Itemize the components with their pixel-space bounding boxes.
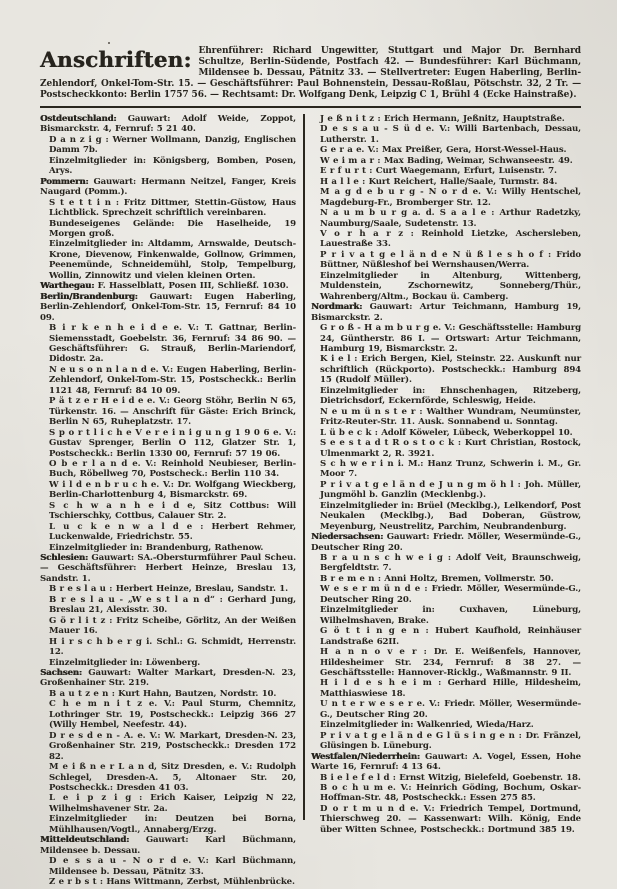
entry-text: Brandenburg, Rathenow. [145,542,264,553]
directory-entry [40,480,296,501]
entry-text: Gauwart: Walter Markart, Dresden-N. 23, Großenhainer Str. 219. [40,668,296,689]
entry-lead: B r e s l a u : [49,584,113,595]
entry-text: Max Bading, Weimar, Schwanseestr. 49. [383,155,573,166]
entry-text: Brüel (Mecklbg.), Lelkendorf, Post Neukalen (Mecklbg.), Bad Doberan, Güstrow, Meyenburg, Neustrelitz, Parchim, Neubrandenburg. [320,500,581,532]
directory-columns [40,114,581,888]
entry-text: Erich Bergen, Kiel, Steinstr. 22. Auskunft nur schriftlich (Rückporto). Postscheckk.: Hamburg 894 15 (Rudolf Müller). [320,354,582,386]
entry-lead: W e i m a r : [320,155,381,166]
entry-text: Willy Hentschel, Magdeburg-Fr., Bromberger Str. 12. [320,187,581,208]
entry-lead: D e s s a u - N o r d e. V.: [49,856,209,867]
entry-text: Ernst Witzig, Bielefeld, Goebenstr. 18. [399,772,581,783]
directory-entry [311,647,581,678]
directory-entry [40,835,296,856]
entry-lead: N a u m b u r g a. d. S a a l e : [320,208,495,219]
entry-text: Königsberg, Bomben, Posen, Arys. [49,155,296,177]
entry-text: Werner Wollmann, Danzig, Englischen Damm 7b. [49,134,296,156]
directory-entry [40,135,296,156]
entry-text: Reinhold Neubieser, Berlin-Buch, Röbellweg 70, Postscheck.: Berlin 110 34. [49,458,297,480]
entry-text: Will Tschierschky, Cottbus, Calauer Str. 2. [49,500,296,522]
entry-lead: B r e m e n : [320,573,381,584]
entry-text: W. Markart, Dresden-N. 23, Großenhainer Str. 219, Postscheckk.: Dresden 172 82. [49,730,296,762]
directory-entry [311,229,581,250]
entry-lead: Mitteldeutschland: [40,835,130,846]
entry-lead: H a l l e : [320,176,366,187]
entry-lead: C h e m n i t z e. V.: [49,699,175,710]
entry-lead: D o r t m u n d e. V.: [320,803,435,814]
entry-lead: Einzelmitglieder in: [320,720,414,731]
directory-entry [311,428,581,438]
entry-lead: G r o ß - H a m b u r g e. V.: [320,323,456,334]
directory-entry [311,208,581,229]
directory-entry [311,584,581,605]
entry-text: Karl Büchmann, Mildensee b. Dessau, Pätnitz 33. [49,856,296,877]
directory-entry [40,522,296,543]
entry-text: Adolf Veit, Braunschweig, Bergfeldtstr. 7. [320,553,582,574]
entry-lead: Nordmark: [311,302,363,313]
entry-text: Gauwart: Friedr. Möller, Wesermünde-G., Deutscher Ring 20. [311,532,582,553]
entry-text: Walkenried, Wieda/Harz. [416,720,534,731]
entry-lead: N e u m ü n s t e r : [320,406,423,417]
directory-entry [311,731,581,752]
directory-entry [40,793,296,814]
directory-entry [40,323,296,365]
directory-entry [40,281,296,291]
entry-lead: B o c h u m e. V.: [320,783,412,793]
entry-lead: Einzelmitglieder in: [320,385,425,396]
entry-text: Joh. Müller, Jungmöhl b. Ganzlin (Mecklenbg.). [320,479,581,501]
directory-entry [40,637,296,658]
entry-text: Anni Holtz, Bremen, Vollmerstr. 50. [384,573,554,584]
entry-lead: L ü b e c k : [320,427,378,438]
entry-text: Willi Bartenbach, Dessau, Lutherstr. 1. [320,124,581,145]
entry-text: Georg Stöhr, Berlin N 65, Türkenstr. 16. — Anschrift für Gäste: Erich Brinck, Berlin N 65, Ruheplatzstr. 17. [49,396,296,428]
entry-lead: H i r s c h b e r g i. Schl.: [49,636,183,647]
entry-text: Hubert Kaufhold, Reinhäuser Landstraße 62II. [320,626,581,647]
entry-lead: B r a u n s c h w e i g : [320,553,451,564]
directory-entry [311,323,581,354]
directory-entry [311,438,581,459]
directory-entry [40,814,296,835]
entry-text: Gauwart: Eugen Haberling, Berlin-Zehlendorf, Onkel-Tom-Str. 15, Fernruf: 84 10 09. [40,291,296,323]
entry-lead: S c h w a n h e i d e, Sitz Cottbus: [49,500,270,511]
entry-lead: L e i p z i g : [49,793,143,804]
entry-lead: Einzelmitglieder in: [320,500,414,511]
directory-entry [40,699,296,730]
entry-text: Friedrich Tempel, Dortmund, Thierschweg 20. — Kassenwart: Wilh. König, Ende über Witten Schnee, Postscheckk.: Dortmund 385 19. [320,803,581,835]
entry-lead: Bundeseigenes Gelände: [49,218,175,229]
header-rule [40,106,581,108]
entry-lead: Pommern: [40,176,89,187]
entry-text: Frido Büttner, Nüßleshof bei Wernshausen/Werra. [320,249,581,271]
right-column [311,114,581,835]
directory-entry [311,480,581,501]
entry-text: Friedr. Möller, Wesermünde-G., Deutscher Ring 20. [320,584,581,605]
entry-lead: B r e s l a u - „W e s t l a n d“ : [49,594,223,605]
directory-entry [40,584,296,594]
entry-lead: D r e s d e n - A. e. V.: [49,730,161,741]
directory-entry [40,731,296,762]
directory-entry [40,543,296,553]
entry-text: Friedr. Möller, Wesermünde-G., Deutscher Ring 20. [320,699,581,720]
entry-text: Hans Wittmann, Zerbst, Mühlenbrücke. [106,877,295,888]
directory-entry [311,250,581,271]
paper-speck [108,42,110,44]
directory-entry [311,783,581,804]
entry-text: Erich Hermann, Jeßnitz, Hauptstraße. [383,114,565,124]
entry-lead: N e u s o n n l a n d e. V.: [49,364,173,375]
entry-text: Gauwart: Hermann Neitzel, Fanger, Kreis Naugard (Pomm.). [40,176,296,198]
entry-lead: M a g d e b u r g - N o r d e. V.: [320,187,497,198]
entry-text: Curt Waegemann, Erfurt, Luisenstr. 7. [375,166,557,177]
entry-text: G. Schmidt, Herrenstr. 12. [49,636,296,658]
entry-lead: W e s e r m ü n d e : [320,584,428,595]
entry-lead: S c h w e r i n i. M.: [320,458,424,469]
entry-text: Gerhard Jung, Breslau 21, Alexisstr. 30. [49,594,296,616]
directory-entry [311,124,581,145]
entry-text: Cuxhaven, Lüneburg, Wilhelmshaven, Brake. [320,605,581,626]
directory-entry [311,177,581,187]
directory-entry [311,302,581,323]
entry-text: Paul Sturm, Chemnitz, Lothringer Str. 19, Postscheckk.: Leipzig 366 27 (Willy Hembel, Neefestr. 44). [49,699,296,731]
entry-text: Altdamm, Arnswalde, Deutsch-Krone, Dievenow, Finkenwalde, Gollnow, Grimmen, Peenemünde, Schneidemühl, Stolp, Tempelburg, Wollin, Zinnowitz und vielen kleinen Orten. [49,239,296,281]
directory-entry [40,198,296,219]
entry-text: F. Hasselblatt, Posen III, Schließf. 1030. [97,281,289,292]
entry-lead: W i l d e n b r u c h e. V.: [49,479,174,490]
entry-lead: S t e t t i n : [49,197,119,208]
entry-text: Gerhard Hille, Hildesheim, Matthiaswiese 18. [320,678,581,699]
directory-entry [311,271,581,302]
entry-lead: Einzelmitglieder in: [49,542,143,553]
entry-lead: U n t e r w e s e r e. V.: [320,699,440,710]
entry-lead: K i e l : [320,354,358,365]
directory-entry [40,156,296,177]
directory-entry [311,553,581,574]
directory-entry [311,166,581,176]
entry-lead: Einzelmitglieder in [320,270,430,281]
entry-text: Altenburg, Wittenberg, Muldenstein, Zschornewitz, Sonneberg/Thür., Wahrenberg/Altm., Bockau ü. Camberg. [320,270,581,302]
directory-entry [311,574,581,584]
entry-text: Ehnschenhagen, Ritzeberg, Dietrichsdorf, Eckernförde, Schleswig, Heide. [320,385,581,407]
directory-entry [40,689,296,699]
entry-text: Geschäftsstelle: Hamburg 24, Güntherstr. 86 I. — Ortswart: Artur Teichmann, Hamburg 19, Bismarckstr. 2. [320,323,581,354]
entry-text: Gauwart: A. Vogel, Essen, Hohe Warte 16, Fernruf: 4 13 64. [311,751,581,773]
masthead [40,46,581,101]
entry-lead: Warthegau: [40,281,95,292]
directory-entry [40,239,296,281]
entry-text: Deutzen bei Borna, Mühlhausen/Vogtl., Annaberg/Erzg. [49,814,296,835]
page-content [40,46,581,888]
directory-entry [311,187,581,208]
page-title: Anschriften: [40,48,192,73]
directory-entry [40,365,296,396]
entry-text: Löwenberg. [145,657,201,668]
directory-entry [40,668,296,689]
entry-text: Gauwart: Adolf Weide, Zoppot, Bismarckstr. 4, Fernruf: 5 21 40. [40,114,296,135]
directory-entry [311,605,581,626]
directory-entry [311,501,581,532]
entry-lead: Einzelmitglieder in: [320,605,435,616]
entry-lead: O b e r l a n d e. V.: [49,458,157,469]
entry-lead: J e ß n i t z : [320,114,381,124]
directory-entry [311,114,581,124]
entry-lead: Berlin/Brandenburg: [40,291,138,302]
entry-lead: Einzelmitglieder in: [49,657,143,668]
masthead-text: Ehrenführer: Richard Ungewitter, Stuttgart und Major Dr. Bernhard Schultze, Berlin-Südende, Postfach 42. — Bundesführer: Karl Büchmann, Mildensee b. Dessau, Pätnitz 33. — Stellvertreter: Eugen Haberling, Berlin-Zehlendorf, Onkel-Tom-Str. 15. — Geschäftsführer: Paul Bohnenstein, Dessau-Roßlau, Pötschstr. 32, 2 Tr. — Postscheckkonto: Berlin 1757 56. — Rechtsamt: Dr. Wolfgang Denk, Leipzig C 1, Brühl 4 (Ecke Hainstraße). [40,46,581,100]
entry-lead: Einzelmitglieder in: [49,814,158,825]
entry-lead: Niedersachsen: [311,532,384,543]
entry-lead: Z e r b s t : [49,877,103,888]
directory-entry [40,428,296,459]
directory-entry [40,762,296,793]
entry-text: Adolf Köweler, Lübeck, Weberkoppel 10. [381,427,573,438]
entry-lead: V o r h a r z : [320,228,414,239]
directory-entry [311,752,581,773]
directory-entry [40,856,296,877]
entry-lead: D a n z i g : [49,134,109,145]
entry-text: Dr. Wolfgang Wieckberg, Berlin-Charlottenburg 4, Bismarckstr. 69. [49,479,296,501]
entry-lead: B i e l e f e l d : [320,772,396,783]
entry-text: Erich Kaiser, Leipzig N 22, Wilhelmshavener Str. 2a. [49,793,296,814]
entry-text: Kurt Hahn, Bautzen, Nordstr. 10. [118,688,277,699]
entry-lead: L u c k e n w a l d e : [49,521,204,532]
entry-text: Dr. E. Weißenfels, Hannover, Hildesheimer Str. 234, Fernruf: 8 38 27. — Geschäftsstelle: Hannover-Ricklg., Waßmannstr. 9 II. [320,647,581,679]
directory-entry [311,386,581,407]
directory-entry [40,177,296,198]
entry-text: Walther Wundram, Neumünster, Fritz-Reuter-Str. 11. Ausk. Sonnabend u. Sonntag. [320,406,581,428]
directory-entry [40,877,296,887]
directory-entry [311,407,581,428]
entry-lead: S p o r t l i c h e V e r e i n i g u n g 1 9 0 6 e. V.: [49,427,296,438]
directory-entry [311,804,581,835]
directory-entry [311,459,581,480]
entry-lead: G ö t t i n g e n : [320,626,429,637]
entry-lead: Schlesien: [40,553,88,564]
directory-entry [311,145,581,155]
directory-entry [40,553,296,584]
directory-entry [40,501,296,522]
directory-entry [40,658,296,668]
entry-text: Gustav Sprenger, Berlin O 112, Glatzer Str. 1, Postscheckk.: Berlin 1330 00, Fernruf: 57 19 06. [49,438,296,459]
entry-text: Kurt Reichert, Halle/Saale, Turmstr. 84. [368,176,558,187]
directory-entry [40,219,296,240]
entry-text: Eugen Haberling, Berlin-Zehlendorf, Onkel-Tom-Str. 15, Postscheckk.: Berlin 1121 48, Fernruf: 84 10 09. [49,364,296,396]
directory-entry [311,720,581,730]
entry-text: Arthur Radetzky, Naumburg/Saale, Sudetenstr. 13. [320,208,582,229]
directory-entry [40,459,296,480]
entry-lead: P ä t z e r H e i d e e. V.: [49,396,170,407]
directory-entry [40,616,296,637]
entry-lead: B i r k e n h e i d e e. V.: [49,323,199,334]
entry-text: Heinrich Göding, Bochum, Oskar-Hoffman-Str. 48, Postscheckk.: Essen 275 85. [320,783,581,804]
entry-lead: Einzelmitglieder in: [49,239,144,250]
entry-lead: S e e s t a d t R o s t o c k : [320,438,461,449]
directory-entry [40,595,296,616]
entry-lead: H a n n o v e r : [320,647,427,658]
entry-lead: M e i ß n e r L a n d, Sitz Dresden, e. V.: [49,762,253,773]
left-column [40,114,296,888]
directory-entry [40,114,296,135]
entry-text: Herbert Rehmer, Luckenwalde, Friedrichstr. 55. [49,521,296,543]
entry-text: Gauwart: Artur Teichmann, Hamburg 19, Bismarckstr. 2. [311,302,581,323]
directory-entry [311,626,581,647]
entry-lead: E r f u r t : [320,166,373,177]
directory-entry [311,699,581,720]
directory-entry [311,773,581,783]
entry-lead: P r i v a t g e l ä n d e N ü ß l e s h o f : [320,249,552,260]
entry-lead: P r i v a t g e l ä n d e G l ü s i n g e n : [320,730,522,741]
entry-text: Kurt Christian, Rostock, Ulmenmarkt 2, R. 3921. [320,438,582,459]
entry-lead: Ostdeutschland: [40,114,117,124]
entry-lead: Sachsen: [40,668,82,679]
entry-text: Gauwart: Karl Büchmann, Mildensee b. Dessau. [40,835,296,856]
entry-text: Herbert Heinze, Breslau, Sandstr. 1. [115,584,288,595]
directory-entry [311,354,581,385]
entry-text: T. Gattnar, Berlin-Siemensstadt, Goebelstr. 36, Fernruf: 34 86 90. — Geschäftsführer: G. Strauß, Berlin-Mariendorf, Didostr. 2a. [49,323,296,365]
entry-text: Reinhold Lietzke, Aschersleben, Lauestraße 33. [320,228,581,250]
column-divider-rule [303,114,305,820]
entry-lead: P r i v a t g e l ä n d e J u n g m ö h l : [320,479,521,490]
directory-entry [311,678,581,699]
entry-lead: G ö r l i t z : [49,615,113,626]
entry-text: Max Preißer, Gera, Horst-Wessel-Haus. [382,145,567,156]
entry-text: Fritz Dittmer, Stettin-Güstow, Haus Lichtblick. Sprechzeit schriftlich vereinbaren. [49,197,296,219]
entry-text: Dr. Fränzel, Glüsingen b. Lüneburg. [320,730,581,752]
entry-lead: H i l d e s h e i m : [320,678,442,689]
directory-entry [311,156,581,166]
entry-text: Die Haselheide, 19 Morgen groß. [49,218,296,239]
entry-lead: Einzelmitglieder in: [49,155,146,166]
directory-entry [40,396,296,427]
entry-lead: Westfalen/Niederrhein: [311,751,420,762]
entry-lead: B a u t z e n : [49,688,115,699]
directory-entry [40,292,296,323]
entry-text: Fritz Scheibe, Görlitz, An der Weißen Mauer 16. [49,615,296,637]
entry-text: Rudolph Schlegel, Dresden-A. 5, Altonaer Str. 20, Postscheckk.: Dresden 41 03. [49,762,296,793]
entry-text: Gauwart: SA.-Obersturmführer Paul Scheu. — Geschäftsführer: Herbert Heinze, Breslau 13, Sandstr. 1. [40,553,296,584]
entry-text: Hanz Trunz, Schwerin i. M., Gr. Moor 7. [320,458,581,480]
entry-lead: G e r a e. V.: [320,145,379,156]
entry-lead: D e s s a u - S ü d e. V.: [320,124,451,135]
directory-entry [311,532,581,553]
